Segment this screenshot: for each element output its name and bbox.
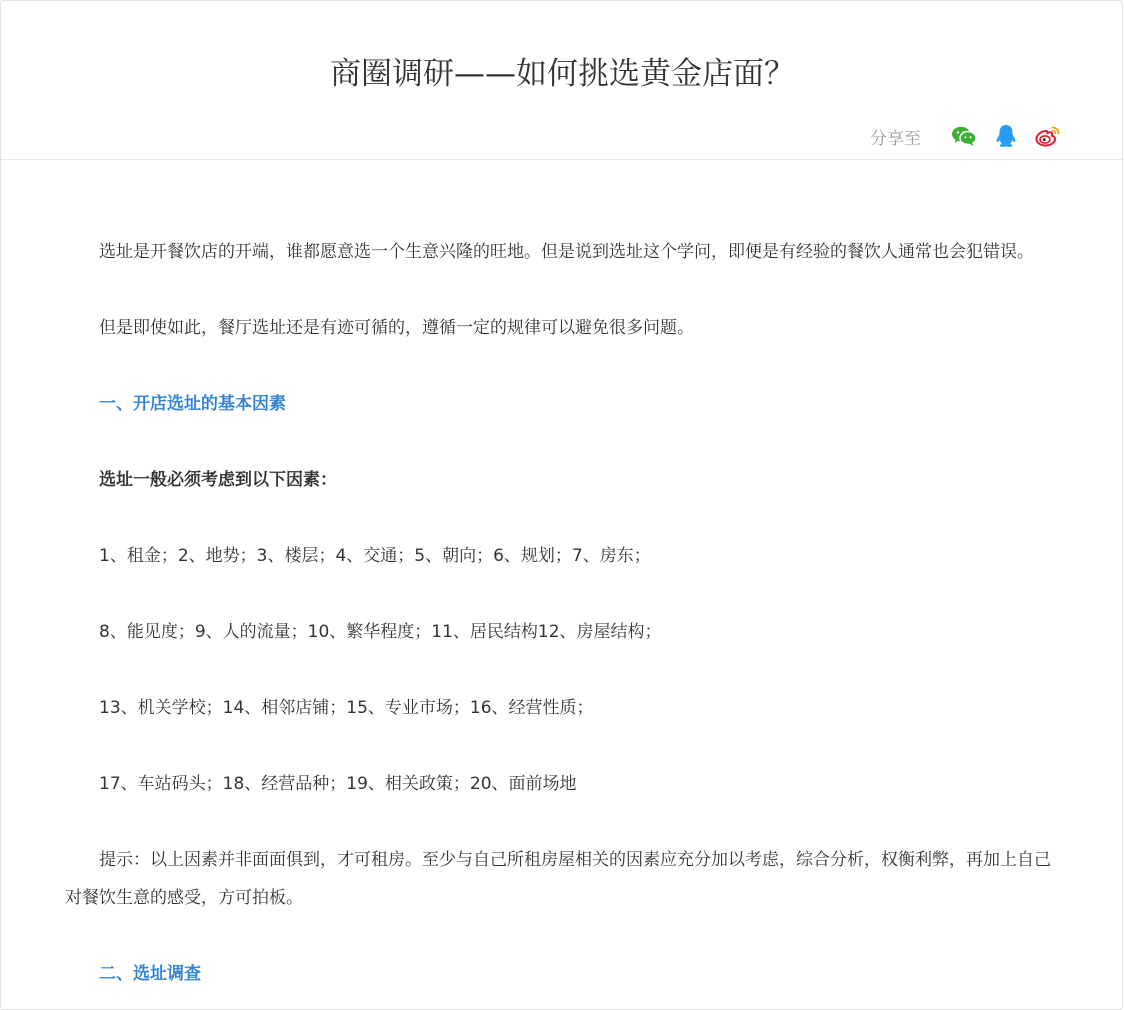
article-body — [65, 233, 1065, 993]
paragraph-gap — [65, 803, 1065, 841]
paragraph-gap — [65, 347, 1065, 385]
paragraph-gap — [65, 727, 1065, 765]
paragraph-gap — [65, 917, 1065, 955]
paragraph-gap — [65, 423, 1065, 461]
share-wechat-button[interactable] — [950, 122, 978, 150]
article-title: 商圈调研——如何挑选黄金店面？ — [330, 56, 795, 92]
wechat-icon — [951, 125, 977, 147]
intro-paragraph: 选址是开餐饮店的开端，谁都愿意选一个生意兴隆的旺地。但是说到选址这个学问，即便是有经验的餐饮人通常也会犯错误。 — [99, 242, 1034, 262]
intro-paragraph-2: 但是即使如此，餐厅选址还是有迹可循的，遵循一定的规律可以避免很多问题。 — [99, 318, 694, 338]
factors-line-1: 1、租金；2、地势；3、楼层；4、交通；5、朝向；6、规划；7、房东； — [99, 546, 651, 566]
paragraph-gap — [65, 499, 1065, 537]
paragraph-gap — [65, 651, 1065, 689]
share-bar — [870, 121, 1062, 151]
share-weibo-button[interactable] — [1034, 122, 1062, 150]
factors-line-2: 8、能见度；9、人的流量；10、繁华程度；11、居民结构12、房屋结构； — [99, 622, 662, 642]
share-qq-button[interactable] — [992, 122, 1020, 150]
factors-line-3: 13、机关学校；14、相邻店铺；15、专业市场；16、经营性质； — [99, 698, 594, 718]
weibo-icon — [1035, 125, 1061, 147]
share-label: 分享至 — [870, 128, 921, 149]
article-header — [1, 1, 1124, 160]
paragraph-gap — [65, 271, 1065, 309]
section-heading-1: 一、开店选址的基本因素 — [99, 394, 286, 414]
qq-icon — [995, 124, 1017, 148]
tip-paragraph: 提示：以上因素并非面面俱到，才可租房。至少与自己所租房屋相关的因素应充分加以考虑，综合分析，权衡利弊，再加上自己对餐饮生意的感受，方可拍板。 — [65, 850, 1051, 908]
factors-intro: 选址一般必须考虑到以下因素： — [99, 470, 337, 490]
section-heading-2: 二、选址调查 — [99, 964, 201, 984]
factors-line-4: 17、车站码头；18、经营品种；19、相关政策；20、面前场地 — [99, 774, 577, 794]
paragraph-gap — [65, 575, 1065, 613]
